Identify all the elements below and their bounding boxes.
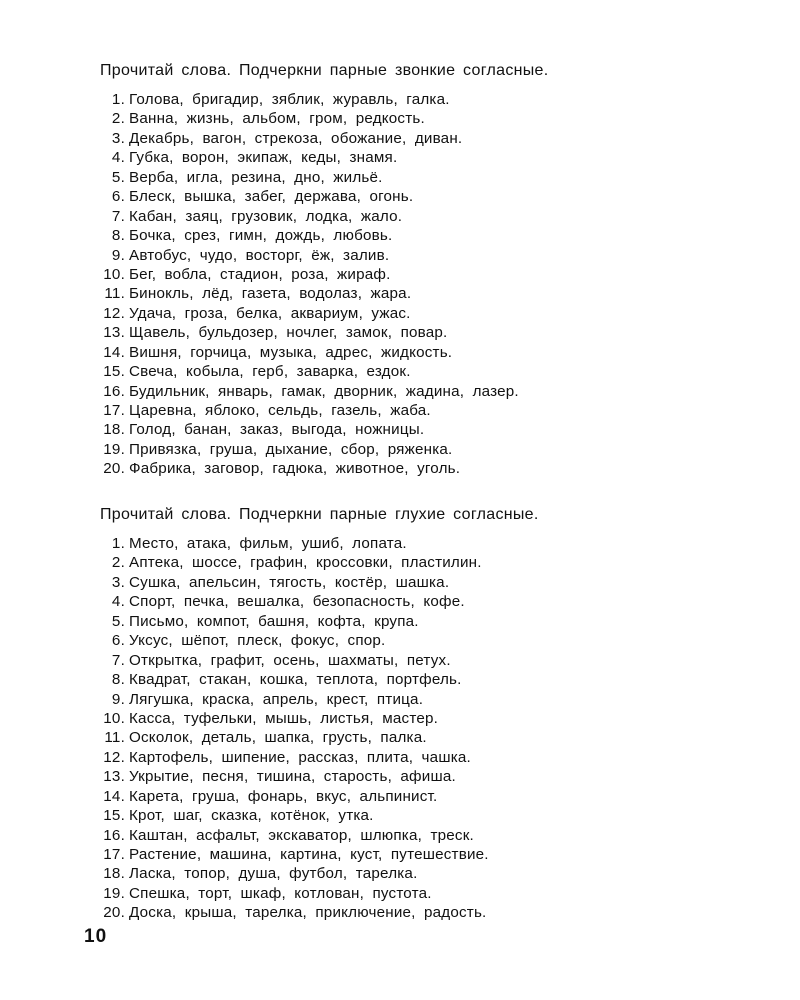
list-item xyxy=(100,534,780,553)
list-item xyxy=(100,148,780,167)
list-item xyxy=(100,806,780,825)
list-item xyxy=(100,207,780,226)
list-item xyxy=(100,670,780,689)
item-words: Спешка, торт, шкаф, котлован, пустота. xyxy=(129,884,432,902)
item-words: Свеча, кобыла, герб, заварка, ездок. xyxy=(129,363,411,381)
list-item xyxy=(100,90,780,109)
item-number: 13. xyxy=(103,768,125,786)
item-words: Царевна, яблоко, сельдь, газель, жаба. xyxy=(129,402,431,419)
item-words: Спорт, печка, вешалка, безопасность, кофе. xyxy=(129,593,465,611)
item-words: Верба, игла, резина, дно, жильё. xyxy=(129,168,383,186)
item-number: 8. xyxy=(111,227,125,245)
list-item xyxy=(100,246,780,265)
list-item xyxy=(100,592,780,611)
item-number: 17. xyxy=(103,846,125,863)
list-item xyxy=(100,420,780,439)
item-words: Укрытие, песня, тишина, старость, афиша. xyxy=(129,768,456,786)
list-item xyxy=(100,845,780,864)
item-words: Голод, банан, заказ, выгода, ножницы. xyxy=(129,421,425,439)
list-item xyxy=(100,553,780,572)
item-number: 6. xyxy=(111,188,125,206)
item-words: Уксус, шёпот, плеск, фокус, спор. xyxy=(129,632,386,650)
item-number: 4. xyxy=(111,149,125,167)
item-words: Привязка, груша, дыхание, сбор, ряженка. xyxy=(129,440,453,458)
list-item xyxy=(100,631,780,650)
item-number: 17. xyxy=(103,402,125,419)
item-number: 5. xyxy=(111,168,125,186)
item-words: Письмо, компот, башня, кофта, крупа. xyxy=(129,612,419,630)
list-item xyxy=(100,323,780,342)
list-item xyxy=(100,187,780,206)
item-words: Фабрика, заговор, гадюка, животное, уголь. xyxy=(129,460,461,478)
item-words: Осколок, деталь, шапка, грусть, палка. xyxy=(129,729,427,747)
item-words: Удача, гроза, белка, аквариум, ужас. xyxy=(129,304,411,322)
list-item xyxy=(100,728,780,747)
item-number: 7. xyxy=(111,651,125,669)
item-number: 12. xyxy=(103,304,125,322)
list-item xyxy=(100,787,780,806)
item-number: 10. xyxy=(103,265,125,283)
item-words: Бег, вобла, стадион, роза, жираф. xyxy=(129,265,391,283)
item-words: Растение, машина, картина, куст, путешествие. xyxy=(129,846,489,863)
item-number: 14. xyxy=(103,787,125,805)
item-number: 3. xyxy=(111,573,125,591)
item-number: 11. xyxy=(104,729,125,747)
item-words: Губка, ворон, экипаж, кеды, знамя. xyxy=(129,149,398,167)
list-item xyxy=(100,304,780,323)
item-words: Лягушка, краска, апрель, крест, птица. xyxy=(129,690,424,708)
list-item xyxy=(100,651,780,670)
list-item xyxy=(100,903,780,922)
exercise-voiced-consonants xyxy=(100,60,780,479)
item-number: 8. xyxy=(111,671,125,689)
item-number: 14. xyxy=(103,343,125,361)
item-number: 1. xyxy=(111,91,125,108)
exercise-instruction: Прочитай слова. Подчеркни парные глухие согласные. xyxy=(100,506,539,523)
list-item xyxy=(100,884,780,903)
item-number: 3. xyxy=(111,129,125,147)
item-number: 6. xyxy=(111,632,125,650)
list-item xyxy=(100,767,780,786)
word-list xyxy=(100,90,780,479)
list-item xyxy=(100,709,780,728)
list-item xyxy=(100,284,780,303)
list-item xyxy=(100,573,780,592)
item-number: 2. xyxy=(111,554,125,572)
list-item xyxy=(100,265,780,284)
item-words: Вишня, горчица, музыка, адрес, жидкость. xyxy=(129,343,453,361)
item-words: Бинокль, лёд, газета, водолаз, жара. xyxy=(129,285,412,303)
item-words: Голова, бригадир, зяблик, журавль, галка. xyxy=(129,91,450,108)
item-number: 18. xyxy=(103,865,125,883)
item-number: 13. xyxy=(103,324,125,342)
list-item xyxy=(100,612,780,631)
item-number: 10. xyxy=(103,709,125,727)
item-number: 7. xyxy=(111,207,125,225)
exercise-voiceless-consonants xyxy=(100,504,780,923)
item-words: Ласка, топор, душа, футбол, тарелка. xyxy=(129,865,418,883)
item-number: 19. xyxy=(103,884,125,902)
item-number: 15. xyxy=(103,363,125,381)
item-words: Щавель, бульдозер, ночлег, замок, повар. xyxy=(129,324,448,342)
item-number: 16. xyxy=(103,382,125,400)
item-words: Ванна, жизнь, альбом, гром, редкость. xyxy=(129,110,425,128)
list-item xyxy=(100,343,780,362)
item-words: Место, атака, фильм, ушиб, лопата. xyxy=(129,535,407,552)
item-number: 15. xyxy=(103,807,125,825)
item-number: 20. xyxy=(103,904,125,922)
list-item xyxy=(100,401,780,420)
list-item xyxy=(100,382,780,401)
list-item xyxy=(100,690,780,709)
item-number: 2. xyxy=(111,110,125,128)
item-number: 20. xyxy=(103,460,125,478)
list-item xyxy=(100,748,780,767)
item-words: Будильник, январь, гамак, дворник, жадина, лазер. xyxy=(129,382,519,400)
item-words: Касса, туфельки, мышь, листья, мастер. xyxy=(129,709,439,727)
list-item xyxy=(100,362,780,381)
item-number: 16. xyxy=(103,826,125,844)
item-number: 12. xyxy=(103,748,125,766)
item-words: Карета, груша, фонарь, вкус, альпинист. xyxy=(129,787,438,805)
list-item xyxy=(100,129,780,148)
item-words: Бочка, срез, гимн, дождь, любовь. xyxy=(129,227,393,245)
word-list xyxy=(100,534,780,923)
item-words: Декабрь, вагон, стрекоза, обожание, диван. xyxy=(129,129,463,147)
item-words: Автобус, чудо, восторг, ёж, залив. xyxy=(129,246,390,264)
item-number: 9. xyxy=(111,246,125,264)
list-item xyxy=(100,440,780,459)
item-words: Крот, шаг, сказка, котёнок, утка. xyxy=(129,807,374,825)
page-number: 10 xyxy=(84,926,108,947)
item-number: 11. xyxy=(104,285,125,303)
item-words: Сушка, апельсин, тягость, костёр, шашка. xyxy=(129,573,450,591)
item-words: Квадрат, стакан, кошка, теплота, портфель. xyxy=(129,671,462,689)
list-item xyxy=(100,826,780,845)
item-number: 18. xyxy=(103,421,125,439)
item-words: Картофель, шипение, рассказ, плита, чашка. xyxy=(129,748,471,766)
item-number: 4. xyxy=(111,593,125,611)
item-number: 1. xyxy=(111,535,125,552)
list-item xyxy=(100,226,780,245)
list-item xyxy=(100,109,780,128)
item-words: Блеск, вышка, забег, держава, огонь. xyxy=(129,188,414,206)
item-words: Каштан, асфальт, экскаватор, шлюпка, треск. xyxy=(129,826,474,844)
item-number: 19. xyxy=(103,440,125,458)
list-item xyxy=(100,864,780,883)
item-words: Кабан, заяц, грузовик, лодка, жало. xyxy=(129,207,403,225)
item-number: 9. xyxy=(111,690,125,708)
exercise-instruction: Прочитай слова. Подчеркни парные звонкие согласные. xyxy=(100,62,549,79)
item-words: Открытка, графит, осень, шахматы, петух. xyxy=(129,651,451,669)
item-words: Аптека, шоссе, графин, кроссовки, пластилин. xyxy=(129,554,482,572)
list-item xyxy=(100,459,780,478)
item-number: 5. xyxy=(111,612,125,630)
list-item xyxy=(100,168,780,187)
item-words: Доска, крыша, тарелка, приключение, радость. xyxy=(129,904,487,922)
